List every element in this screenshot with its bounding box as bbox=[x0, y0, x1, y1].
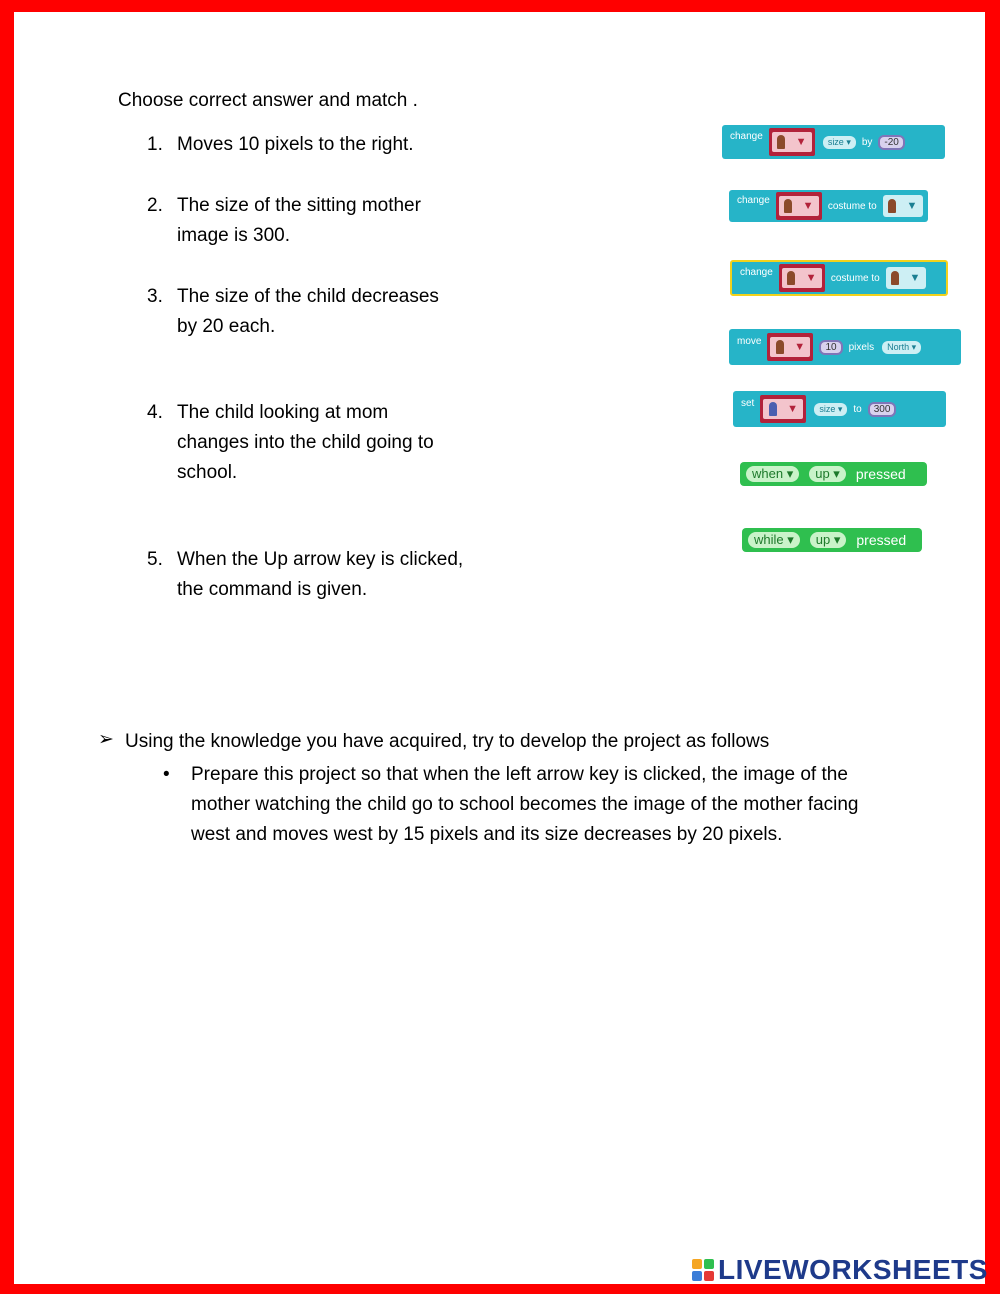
question-number: 5. bbox=[147, 549, 163, 570]
block-keyword: move bbox=[737, 335, 762, 347]
bullet-icon: • bbox=[163, 764, 170, 785]
task-item bbox=[163, 760, 888, 850]
question-text: Moves 10 pixels to the right. bbox=[177, 134, 414, 155]
child-figure-icon bbox=[784, 199, 792, 213]
key-dropdown: up ▾ bbox=[809, 466, 846, 482]
block-when-up-pressed[interactable] bbox=[740, 462, 927, 486]
question-text-cont: image is 300. bbox=[177, 225, 291, 246]
task-body: Prepare this project so that when the left arrow key is clicked, the image of the mother watching the child go to school becomes the image of the mother facing west and moves west by 15 pixels and its size decreases by 20 pixels. bbox=[191, 764, 859, 845]
question-number: 2. bbox=[147, 195, 163, 216]
costume-dropdown bbox=[883, 195, 923, 217]
child-figure-icon bbox=[787, 271, 795, 285]
question-3 bbox=[147, 282, 507, 342]
event-action: pressed bbox=[855, 466, 906, 482]
block-keyword: change bbox=[737, 194, 770, 206]
question-text: The size of the sitting mother bbox=[177, 195, 421, 216]
dropdown-arrow-icon: ▼ bbox=[795, 136, 807, 148]
event-dropdown: when ▾ bbox=[746, 466, 799, 482]
sprite-dropdown bbox=[769, 128, 815, 156]
event-dropdown: while ▾ bbox=[748, 532, 800, 548]
block-change-costume-1[interactable] bbox=[729, 190, 928, 222]
dropdown-arrow-icon: ▼ bbox=[906, 200, 918, 212]
instruction-text: Choose correct answer and match . bbox=[118, 90, 418, 111]
key-dropdown: up ▾ bbox=[810, 532, 847, 548]
value-field: 300 bbox=[868, 402, 897, 417]
value-field: -20 bbox=[878, 135, 904, 150]
dropdown-arrow-icon: ▼ bbox=[802, 200, 814, 212]
question-text-cont: changes into the child going to bbox=[177, 432, 434, 453]
block-keyword: change bbox=[730, 130, 763, 142]
question-text-cont: by 20 each. bbox=[177, 316, 276, 337]
dropdown-arrow-icon: ▼ bbox=[805, 272, 817, 284]
block-label: to bbox=[853, 403, 862, 415]
event-action: pressed bbox=[856, 532, 907, 548]
block-keyword: set bbox=[741, 397, 755, 409]
question-1 bbox=[147, 130, 507, 160]
sprite-dropdown bbox=[779, 264, 825, 292]
question-text: The child looking at mom bbox=[177, 402, 389, 423]
task-heading: Using the knowledge you have acquired, try to develop the project as follows bbox=[125, 731, 770, 752]
arrow-bullet-icon: ➢ bbox=[98, 729, 114, 750]
block-change-size[interactable] bbox=[722, 125, 945, 159]
project-task bbox=[98, 728, 888, 850]
question-number: 3. bbox=[147, 286, 163, 307]
direction-dropdown: North ▾ bbox=[882, 341, 921, 354]
dropdown-arrow-icon: ▼ bbox=[787, 403, 799, 415]
block-move[interactable] bbox=[729, 329, 961, 365]
question-text: When the Up arrow key is clicked, bbox=[177, 549, 464, 570]
question-text: The size of the child decreases bbox=[177, 286, 439, 307]
sprite-dropdown bbox=[760, 395, 806, 423]
question-4 bbox=[147, 398, 507, 488]
block-label: costume to bbox=[827, 200, 877, 212]
child-figure-icon bbox=[776, 340, 784, 354]
child-figure-icon bbox=[891, 271, 899, 285]
costume-dropdown bbox=[886, 267, 926, 289]
question-5 bbox=[147, 545, 507, 605]
logo-mark-icon bbox=[692, 1259, 714, 1281]
question-text-cont: the command is given. bbox=[177, 579, 368, 600]
sprite-dropdown bbox=[767, 333, 813, 361]
logo-text: LIVEWORKSHEETS bbox=[718, 1254, 988, 1285]
child-figure-icon bbox=[777, 135, 785, 149]
block-change-costume-2[interactable] bbox=[730, 260, 948, 296]
block-set-size[interactable] bbox=[733, 391, 946, 427]
question-number: 1. bbox=[147, 134, 163, 155]
block-label: pixels bbox=[848, 341, 875, 353]
mother-figure-icon bbox=[769, 402, 777, 416]
question-number: 4. bbox=[147, 402, 163, 423]
liveworksheets-logo bbox=[692, 1254, 988, 1286]
dropdown-arrow-icon: ▼ bbox=[909, 272, 921, 284]
child-figure-icon bbox=[888, 199, 896, 213]
question-2 bbox=[147, 191, 507, 251]
question-text-cont: school. bbox=[177, 462, 238, 483]
block-label: costume to bbox=[830, 272, 880, 284]
property-dropdown: size ▾ bbox=[814, 403, 847, 416]
block-label: by bbox=[861, 136, 873, 148]
block-keyword: change bbox=[740, 266, 773, 278]
property-dropdown: size ▾ bbox=[823, 136, 856, 149]
block-while-up-pressed[interactable] bbox=[742, 528, 922, 552]
sprite-dropdown bbox=[776, 192, 822, 220]
dropdown-arrow-icon: ▼ bbox=[794, 341, 806, 353]
value-field: 10 bbox=[819, 340, 842, 355]
